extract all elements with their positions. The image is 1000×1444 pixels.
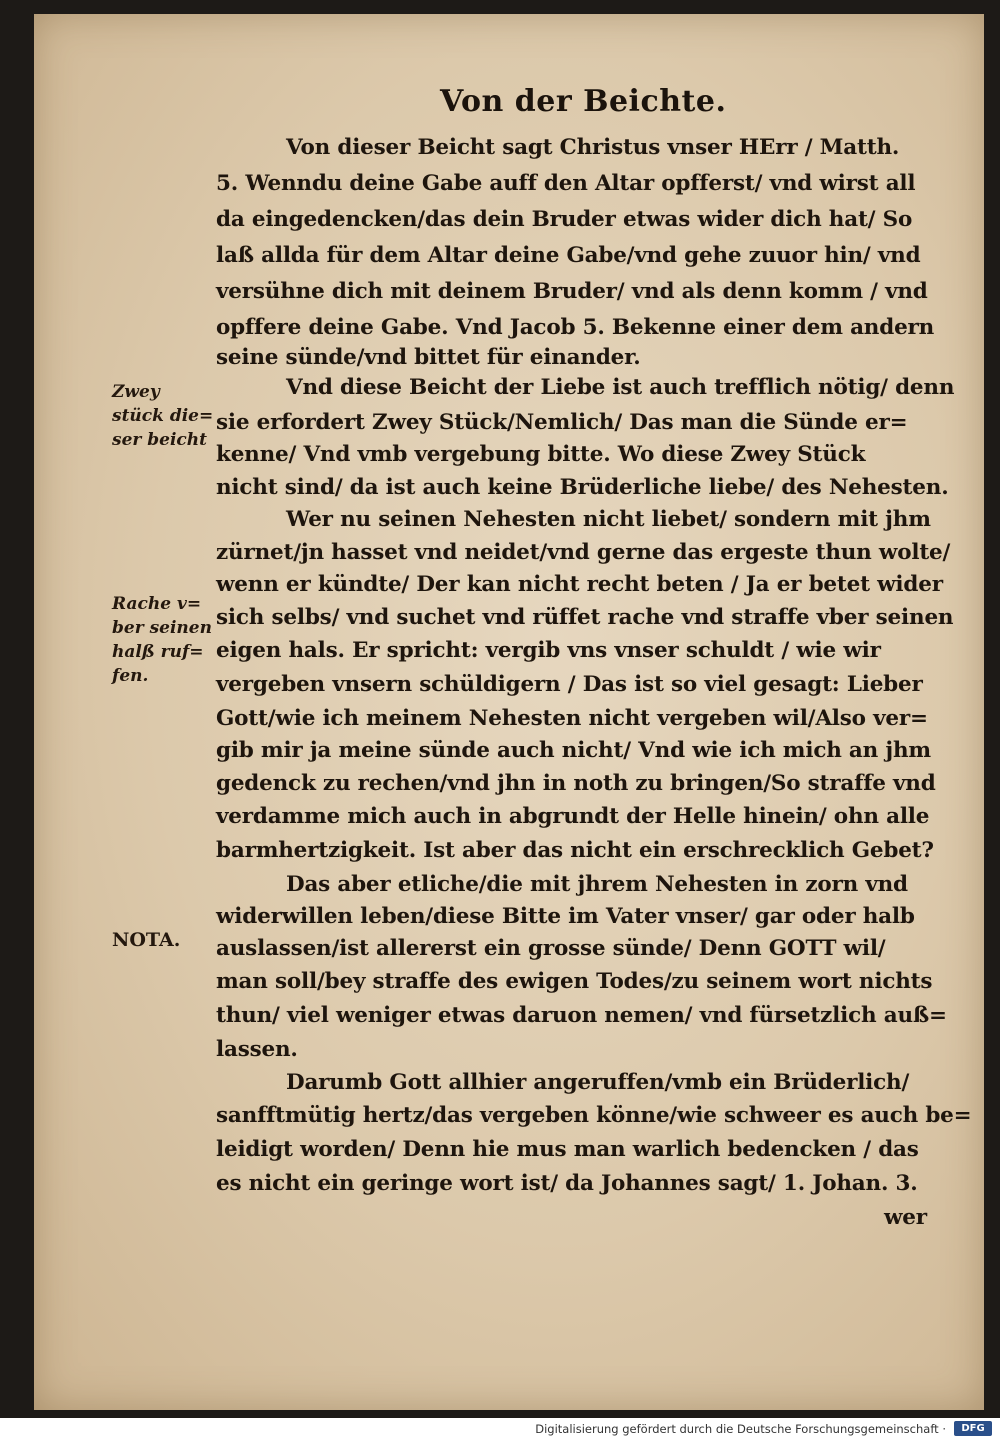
catchword: wer xyxy=(884,1205,927,1230)
text-line: vergeben vnsern schüldigern / Das ist so viel gesagt: Lieber xyxy=(216,672,923,697)
margin-note-line: halß ruf= xyxy=(112,642,204,662)
text-line: Gott/wie ich meinem Nehesten nicht vergeben wil/Also ver= xyxy=(216,706,928,731)
text-line: Vnd diese Beicht der Liebe ist auch trefflich nötig/ denn xyxy=(286,375,955,400)
text-line: thun/ viel weniger etwas daruon nemen/ vnd fürsetzlich auß= xyxy=(216,1003,947,1028)
text-line: laß allda für dem Altar deine Gabe/vnd gehe zuuor hin/ vnd xyxy=(216,243,921,268)
margin-note-line: NOTA. xyxy=(112,929,181,951)
text-line: es nicht ein geringe wort ist/ da Johannes sagt/ 1. Johan. 3. xyxy=(216,1171,918,1196)
margin-note xyxy=(112,592,212,688)
margin-note-line: ser beicht xyxy=(112,430,207,450)
margin-note-line: stück die= xyxy=(112,406,214,426)
text-line: gib mir ja meine sünde auch nicht/ Vnd wie ich mich an jhm xyxy=(216,738,931,763)
text-line: sie erfordert Zwey Stück/Nemlich/ Das man die Sünde er= xyxy=(216,410,908,435)
margin-note-line: Zwey xyxy=(112,382,160,402)
margin-note-line: fen. xyxy=(112,666,149,686)
margin-note xyxy=(112,380,213,452)
text-line: nicht sind/ da ist auch keine Brüderliche liebe/ des Nehesten. xyxy=(216,475,949,500)
text-line: kenne/ Vnd vmb vergebung bitte. Wo diese Zwey Stück xyxy=(216,442,866,467)
text-line: gedenck zu rechen/vnd jhn in noth zu bringen/So straffe vnd xyxy=(216,771,936,796)
text-line: Das aber etliche/die mit jhrem Nehesten in zorn vnd xyxy=(286,872,908,897)
text-line: 5. Wenndu deine Gabe auff den Altar opfferst/ vnd wirst all xyxy=(216,171,916,196)
margin-note-line: Rache v= xyxy=(112,594,202,614)
dfg-logo-icon: DFG xyxy=(954,1421,992,1436)
text-line: auslassen/ist allererst ein grosse sünde/ Denn GOTT wil/ xyxy=(216,936,886,961)
text-line: widerwillen leben/diese Bitte im Vater vnser/ gar oder halb xyxy=(216,904,915,929)
text-line: seine sünde/vnd bittet für einander. xyxy=(216,345,641,370)
text-line: man soll/bey straffe des ewigen Todes/zu seinem wort nichts xyxy=(216,969,933,994)
text-line: opffere deine Gabe. Vnd Jacob 5. Bekenne einer dem andern xyxy=(216,315,935,340)
text-line: leidigt worden/ Denn hie mus man warlich bedencken / das xyxy=(216,1137,919,1162)
text-line: eigen hals. Er spricht: vergib vns vnser schuldt / wie wir xyxy=(216,638,881,663)
footer-credit: Digitalisierung gefördert durch die Deutsche Forschungsgemeinschaft · xyxy=(535,1422,946,1436)
margin-note-line: ber seinen xyxy=(112,618,212,638)
text-line: versühne dich mit deinem Bruder/ vnd als denn komm / vnd xyxy=(216,279,928,304)
text-line: da eingedencken/das dein Bruder etwas wider dich hat/ So xyxy=(216,207,913,232)
text-line: Von dieser Beicht sagt Christus vnser HErr / Matth. xyxy=(286,135,900,160)
running-header: Von der Beichte. xyxy=(440,84,727,119)
text-line: sich selbs/ vnd suchet vnd rüffet rache vnd straffe vber seinen xyxy=(216,605,954,630)
text-line: Wer nu seinen Nehesten nicht liebet/ sondern mit jhm xyxy=(286,507,931,532)
text-line: Darumb Gott allhier angeruffen/vmb ein Brüderlich/ xyxy=(286,1070,910,1095)
text-line: lassen. xyxy=(216,1037,298,1062)
text-line: barmhertzigkeit. Ist aber das nicht ein erschrecklich Gebet? xyxy=(216,838,934,863)
text-line: wenn er kündte/ Der kan nicht recht beten / Ja er betet wider xyxy=(216,572,943,597)
margin-note xyxy=(112,928,180,952)
text-line: verdamme mich auch in abgrundt der Helle hinein/ ohn alle xyxy=(216,804,930,829)
text-line: zürnet/jn hasset vnd neidet/vnd gerne das ergeste thun wolte/ xyxy=(216,540,951,565)
text-line: sanfftmütig hertz/das vergeben könne/wie schweer es auch be= xyxy=(216,1103,972,1128)
